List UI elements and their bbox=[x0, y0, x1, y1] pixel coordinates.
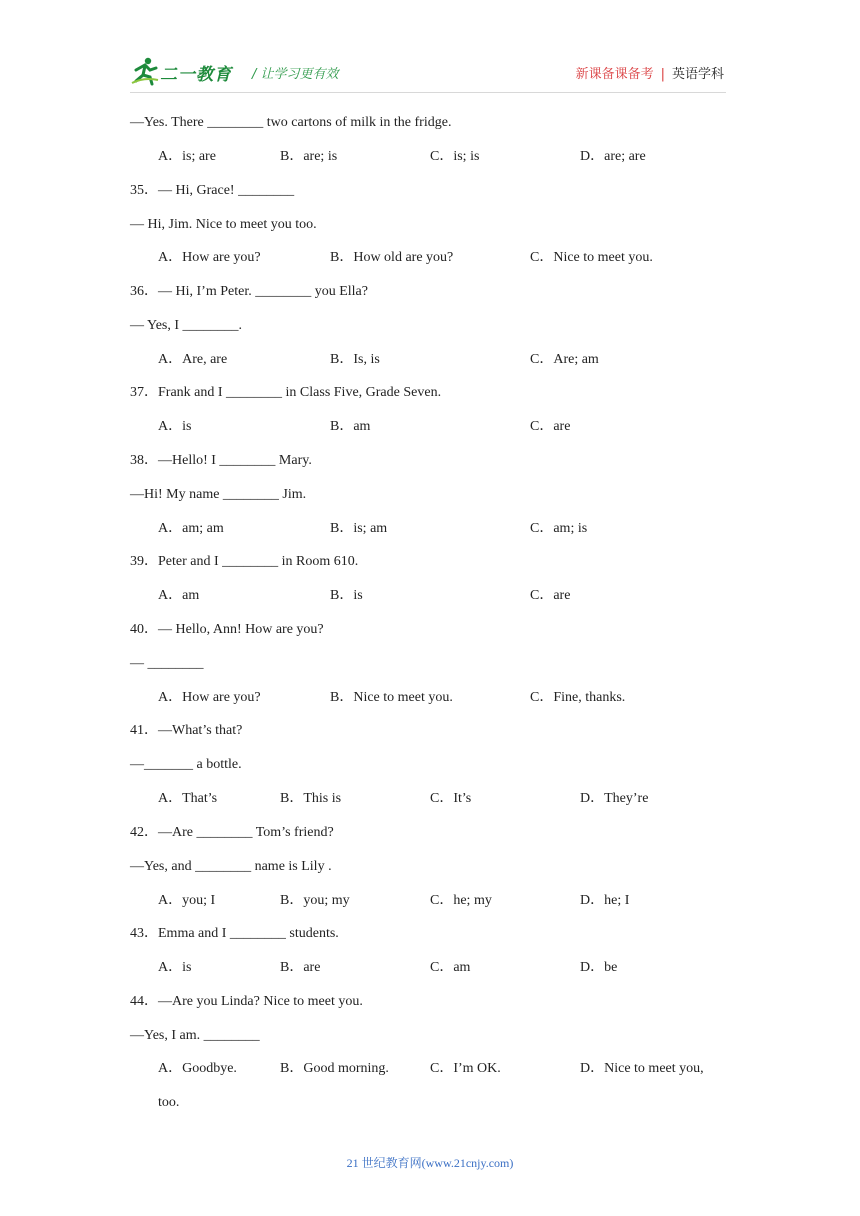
option-d: D．They’re bbox=[580, 791, 649, 806]
option-d: D．are; are bbox=[580, 149, 646, 164]
option-c: C．am bbox=[430, 960, 471, 975]
question-40: 40．— Hello, Ann! How are you? bbox=[130, 622, 324, 637]
option-b: B．Is, is bbox=[330, 352, 380, 367]
option-b: B．are; is bbox=[280, 149, 338, 164]
option-d: D．he; I bbox=[580, 893, 630, 908]
option-a: A．is bbox=[158, 960, 192, 975]
question-line: —Yes. There ________ two cartons of milk in the fridge. bbox=[130, 115, 452, 130]
question-38: 38．—Hello! I ________ Mary. bbox=[130, 453, 312, 468]
question-41-response: —_______ a bottle. bbox=[130, 757, 242, 772]
option-c: C．Fine, thanks. bbox=[530, 690, 626, 705]
option-a: A．am bbox=[158, 588, 200, 603]
header-right bbox=[576, 63, 724, 82]
option-b: B．is; am bbox=[330, 521, 388, 536]
option-a: A．you; I bbox=[158, 893, 216, 908]
question-38-response: —Hi! My name ________ Jim. bbox=[130, 487, 307, 502]
logo bbox=[130, 56, 242, 88]
header-divider bbox=[130, 92, 726, 93]
question-44: 44．—Are you Linda? Nice to meet you. bbox=[130, 994, 363, 1009]
option-b: B．is bbox=[330, 588, 363, 603]
question-36: 36．— Hi, I’m Peter. ________ you Ella? bbox=[130, 284, 368, 299]
header-separator: | bbox=[660, 67, 665, 82]
question-36-response: — Yes, I ________. bbox=[130, 318, 243, 333]
option-a: A．That’s bbox=[158, 791, 218, 806]
question-39: 39．Peter and I ________ in Room 610. bbox=[130, 554, 359, 569]
option-a: A．is; are bbox=[158, 149, 216, 164]
question-35: 35．— Hi, Grace! ________ bbox=[130, 183, 295, 198]
page-footer[interactable]: 21 世纪教育网(www.21cnjy.com) bbox=[346, 1156, 514, 1170]
logo-text: 二一教育 bbox=[160, 65, 232, 85]
question-44-response: —Yes, I am. ________ bbox=[130, 1028, 260, 1043]
option-c: C．am; is bbox=[530, 521, 588, 536]
option-b: B．How old are you? bbox=[330, 250, 454, 265]
question-42: 42．—Are ________ Tom’s friend? bbox=[130, 825, 334, 840]
option-b: B．Nice to meet you. bbox=[330, 690, 453, 705]
option-c: C．I’m OK. bbox=[430, 1061, 501, 1076]
option-a: A．How are you? bbox=[158, 250, 261, 265]
question-40-response: — ________ bbox=[130, 656, 204, 671]
option-c: C．Are; am bbox=[530, 352, 599, 367]
question-43: 43．Emma and I ________ students. bbox=[130, 926, 339, 941]
question-41: 41．—What’s that? bbox=[130, 723, 243, 738]
option-d: D．be bbox=[580, 960, 618, 975]
header-subject-label: 英语学科 bbox=[671, 67, 724, 82]
header-course-label: 新课备课备考 bbox=[575, 67, 654, 82]
option-c: C．It’s bbox=[430, 791, 472, 806]
option-a: A．Are, are bbox=[158, 352, 228, 367]
option-c: C．are bbox=[530, 419, 571, 434]
runner-logo-icon bbox=[130, 56, 160, 86]
option-b: B．Good morning. bbox=[280, 1061, 389, 1076]
option-b: B．am bbox=[330, 419, 371, 434]
slogan: / 让学习更有效 bbox=[252, 67, 339, 82]
page-header bbox=[130, 56, 726, 92]
option-d-wrap: too. bbox=[158, 1095, 180, 1110]
option-a: A．How are you? bbox=[158, 690, 261, 705]
option-b: B．are bbox=[280, 960, 321, 975]
option-d: D．Nice to meet you, bbox=[580, 1061, 704, 1076]
question-37: 37．Frank and I ________ in Class Five, Grade Seven. bbox=[130, 385, 442, 400]
option-a: A．Goodbye. bbox=[158, 1061, 237, 1076]
option-c: C．he; my bbox=[430, 893, 492, 908]
option-c: C．Nice to meet you. bbox=[530, 250, 653, 265]
option-c: C．is; is bbox=[430, 149, 480, 164]
option-b: B．you; my bbox=[280, 893, 350, 908]
question-42-response: —Yes, and ________ name is Lily . bbox=[130, 859, 332, 874]
option-a: A．am; am bbox=[158, 521, 224, 536]
option-c: C．are bbox=[530, 588, 571, 603]
option-a: A．is bbox=[158, 419, 192, 434]
question-35-response: — Hi, Jim. Nice to meet you too. bbox=[130, 217, 317, 232]
option-b: B．This is bbox=[280, 791, 342, 806]
